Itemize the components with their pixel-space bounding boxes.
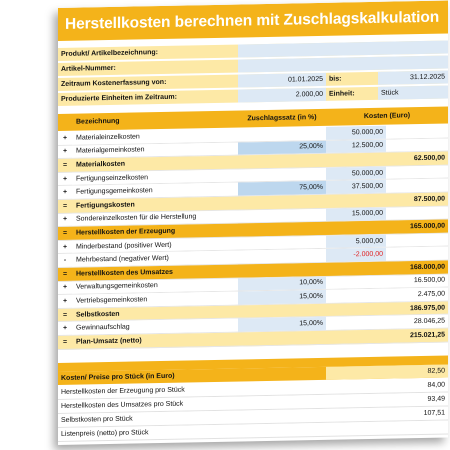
row-cost-cell: [326, 302, 386, 316]
row-cost-cell[interactable]: 50.000,00: [326, 126, 386, 140]
row-sign: =: [62, 161, 68, 169]
row-cost-cell[interactable]: -2.000,00: [326, 248, 386, 262]
row-sign: =: [62, 338, 68, 346]
price-label: Herstellkosten der Erzeugung pro Stück: [61, 386, 185, 396]
row-sign: =: [62, 270, 68, 278]
row-percent-input: [238, 208, 326, 222]
row-total-cell: [386, 233, 448, 247]
period-to-input[interactable]: 31.12.2025: [378, 71, 448, 85]
row-total-cell: 168.000,00: [386, 261, 448, 275]
row-cost-cell: [326, 153, 386, 167]
row-percent-input: [238, 304, 326, 318]
row-sign: +: [62, 134, 68, 142]
row-cost-cell: [326, 275, 386, 289]
row-label: Fertigungseinzelkosten: [72, 169, 238, 185]
row-label: Selbstkosten: [76, 310, 120, 319]
row-sign: +: [62, 325, 68, 333]
row-label: Fertigungsgemeinkosten: [72, 183, 238, 199]
row-sign: +: [62, 175, 68, 183]
units-input[interactable]: 2.000,00: [238, 88, 326, 103]
row-total-cell: [386, 179, 448, 193]
row-sign: =: [62, 229, 68, 237]
row-percent-input: [238, 263, 326, 277]
article-label: Artikel-Nummer:: [61, 64, 116, 73]
row-percent-input[interactable]: 75,00%: [238, 181, 326, 195]
price-value: 84,00: [427, 381, 445, 389]
row-total-cell: [386, 138, 448, 152]
row-cost-cell: [326, 221, 386, 235]
row-sign: +: [62, 297, 68, 305]
row-cost-cell: [326, 316, 386, 330]
row-cost-cell: [326, 194, 386, 208]
row-percent-input: [238, 236, 326, 250]
row-cost-cell[interactable]: 37.500,00: [326, 180, 386, 194]
prices-header-value: 82,50: [326, 365, 448, 380]
row-cost-cell[interactable]: 12.500,00: [326, 139, 386, 153]
row-total-cell: [386, 165, 448, 179]
row-label: Materialgemeinkosten: [72, 142, 238, 158]
product-label: Produkt/ Artikelbezeichnung:: [61, 49, 158, 58]
unit-label: Einheit:: [329, 90, 355, 98]
price-label: Selbstkosten pro Stück: [61, 415, 133, 424]
row-total-cell: [386, 247, 448, 261]
row-total-cell: 2.475,00: [386, 288, 448, 302]
row-label: Materialeinzelkosten: [72, 129, 238, 145]
row-sign: +: [62, 216, 68, 224]
row-percent-input[interactable]: 10,00%: [238, 276, 326, 290]
row-total-cell: 165.000,00: [386, 220, 448, 234]
row-sign: +: [62, 284, 68, 292]
price-value: 93,49: [427, 395, 445, 403]
row-percent-input: [238, 127, 326, 141]
price-value: 107,51: [423, 409, 445, 417]
row-cost-cell: [326, 262, 386, 276]
row-label: Minderbestand (positiver Wert): [72, 237, 238, 253]
row-label: Fertigungskosten: [76, 201, 135, 210]
price-value: [326, 421, 448, 436]
row-label: Verwaltungsgemeinkosten: [72, 278, 238, 294]
units-label: Produzierte Einheiten im Zeitraum:: [61, 93, 177, 103]
row-total-cell: 28.046,25: [386, 315, 448, 329]
row-sign: =: [62, 311, 68, 319]
row-percent-input: [238, 331, 326, 345]
row-cost-cell: [326, 330, 386, 344]
row-label: Vertriebsgemeinkosten: [72, 292, 238, 308]
period-from-input[interactable]: 01.01.2025: [238, 73, 326, 88]
col-kosten: Kosten (Euro): [363, 112, 411, 121]
product-input[interactable]: [238, 41, 448, 58]
row-percent-input[interactable]: 15,00%: [238, 317, 326, 331]
bis-label: bis:: [329, 75, 342, 83]
row-total-cell: [386, 206, 448, 220]
period-label: Zeitraum Kostenerfassung von:: [61, 78, 167, 88]
row-percent-input: [238, 154, 326, 168]
spreadsheet-sheet: [58, 1, 448, 445]
col-zuschlag: Zuschlagssatz (in %): [247, 114, 317, 123]
row-percent-input: [238, 195, 326, 209]
row-total-cell: 16.500,00: [386, 274, 448, 288]
row-cost-cell[interactable]: 5.000,00: [326, 234, 386, 248]
row-sign: -: [63, 257, 67, 265]
unit-input[interactable]: Stück: [378, 86, 448, 100]
article-input[interactable]: [238, 56, 448, 73]
row-percent-input[interactable]: 25,00%: [238, 140, 326, 154]
row-total-cell: 62.500,00: [386, 152, 448, 166]
prices-header-label: Kosten/ Preise pro Stück (in Euro): [61, 372, 175, 382]
row-sign: =: [62, 202, 68, 210]
col-bezeichnung: Bezeichnung: [76, 117, 120, 126]
row-label: Herstellkosten der Erzeugung: [76, 227, 176, 237]
row-percent-input: [238, 222, 326, 236]
row-label: Herstellkosten des Umsatzes: [76, 268, 173, 278]
row-percent-input[interactable]: 15,00%: [238, 290, 326, 304]
price-label: Listenpreis (netto) pro Stück: [61, 429, 149, 438]
row-percent-input: [238, 249, 326, 263]
row-total-cell: 215.021,25: [386, 329, 448, 343]
sheet-title: Herstellkosten berechnen mit Zuschlagskalkulation: [58, 1, 448, 41]
row-cost-cell[interactable]: 50.000,00: [326, 166, 386, 180]
row-label: Mehrbestand (negativer Wert): [72, 251, 238, 267]
row-percent-input: [238, 168, 326, 182]
row-cost-cell: [326, 289, 386, 303]
row-sign: +: [62, 243, 68, 251]
row-total-cell: 186.975,00: [386, 301, 448, 315]
row-total-cell: 87.500,00: [386, 193, 448, 207]
row-sign: +: [62, 148, 68, 156]
row-label: Gewinnaufschlag: [72, 319, 238, 335]
row-cost-cell[interactable]: 15.000,00: [326, 207, 386, 221]
row-label: Sondereinzelkosten für die Herstellung: [72, 210, 238, 226]
price-label: Herstellkosten des Umsatzes pro Stück: [61, 400, 184, 410]
row-label: Plan-Umsatz (netto): [76, 337, 142, 346]
row-label: Materialkosten: [76, 160, 126, 169]
row-total-cell: [386, 125, 448, 139]
row-sign: +: [62, 189, 68, 197]
